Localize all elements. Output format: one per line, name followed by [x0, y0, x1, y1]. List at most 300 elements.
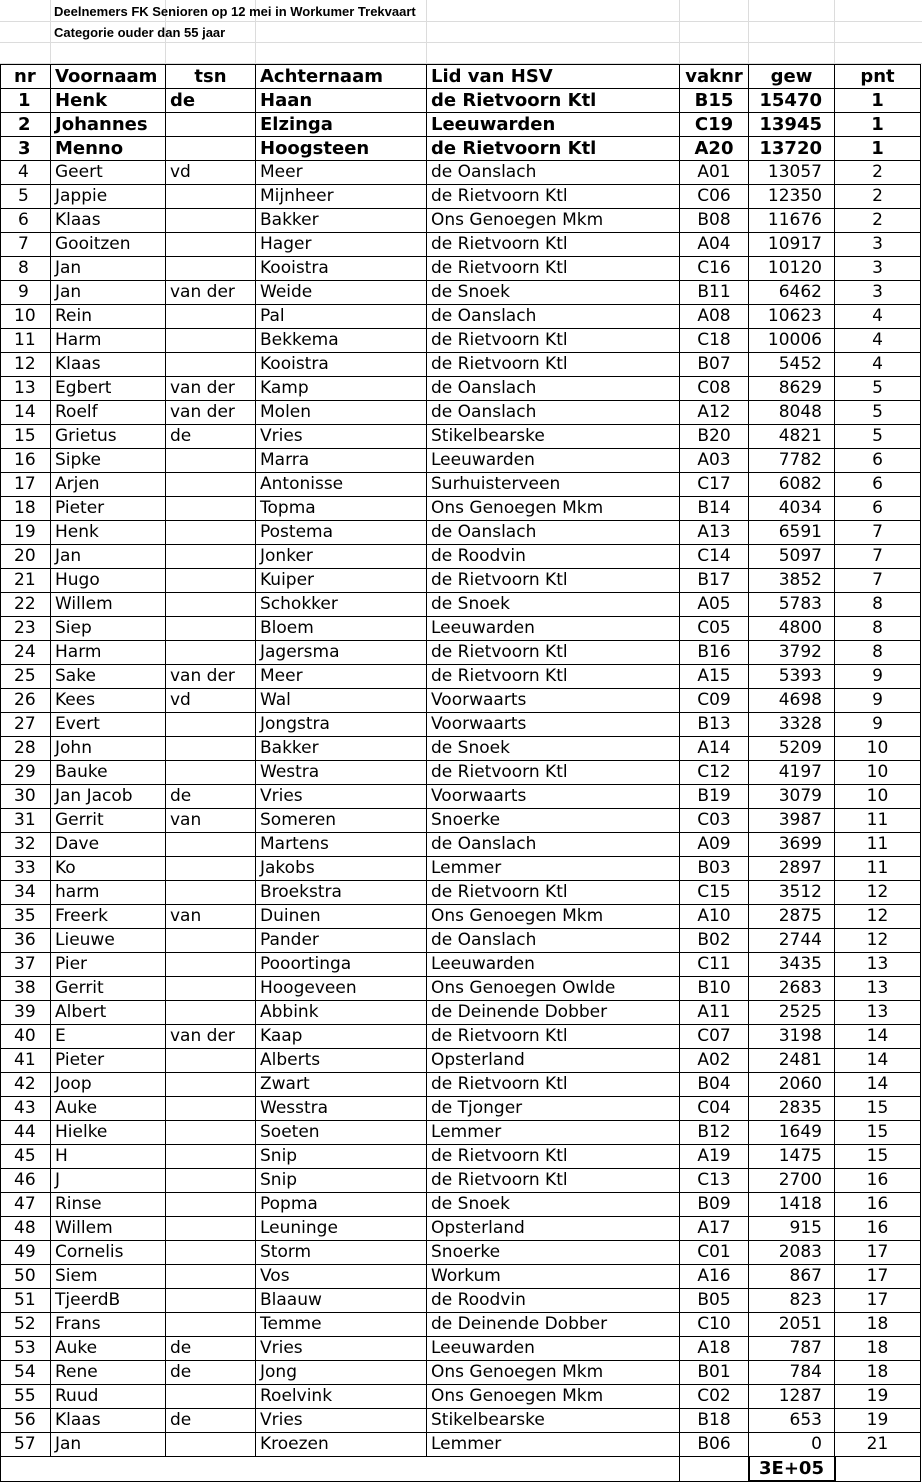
total-vaknr-cell [680, 1457, 749, 1482]
cell-lid: Leeuwarden [427, 113, 680, 137]
cell-lid: Voorwaarts [427, 785, 680, 809]
cell-voornaam: Pier [51, 953, 166, 977]
cell-achternaam: Mijnheer [256, 185, 427, 209]
table-row [1, 737, 921, 761]
cell-nr: 38 [1, 977, 51, 1001]
cell-pnt: 19 [835, 1409, 921, 1433]
cell-gew: 13945 [749, 113, 835, 137]
cell-gew: 3198 [749, 1025, 835, 1049]
cell-achternaam: Vries [256, 425, 427, 449]
cell-vaknr: B13 [680, 713, 749, 737]
cell-tsn [166, 449, 256, 473]
cell-voornaam: Henk [51, 89, 166, 113]
cell-tsn [166, 1193, 256, 1217]
cell-nr: 25 [1, 665, 51, 689]
cell-gew: 3792 [749, 641, 835, 665]
cell-lid: Stikelbearske [427, 425, 680, 449]
cell-nr: 6 [1, 209, 51, 233]
cell-achternaam: Jagersma [256, 641, 427, 665]
total-gew: 3E+05 [749, 1457, 835, 1482]
cell-gew: 10120 [749, 257, 835, 281]
cell-tsn: vd [166, 161, 256, 185]
cell-voornaam: Jan [51, 1433, 166, 1457]
cell-voornaam: Siem [51, 1265, 166, 1289]
cell-pnt: 18 [835, 1361, 921, 1385]
cell-lid: Opsterland [427, 1049, 680, 1073]
cell-voornaam: Rene [51, 1361, 166, 1385]
table-row [1, 377, 921, 401]
cell-vaknr: C01 [680, 1241, 749, 1265]
cell-vaknr: B15 [680, 89, 749, 113]
cell-nr: 12 [1, 353, 51, 377]
cell-nr: 55 [1, 1385, 51, 1409]
cell-vaknr: A15 [680, 665, 749, 689]
cell-lid: de Rietvoorn Ktl [427, 89, 680, 113]
cell-pnt: 2 [835, 185, 921, 209]
cell-pnt: 1 [835, 137, 921, 161]
cell-vaknr: C12 [680, 761, 749, 785]
cell-gew: 1649 [749, 1121, 835, 1145]
cell-nr: 46 [1, 1169, 51, 1193]
cell-achternaam: Pooortinga [256, 953, 427, 977]
cell-tsn [166, 569, 256, 593]
cell-lid: de Deinende Dobber [427, 1313, 680, 1337]
cell-vaknr: C19 [680, 113, 749, 137]
cell-tsn [166, 1121, 256, 1145]
cell-tsn: van der [166, 377, 256, 401]
table-row [1, 809, 921, 833]
cell-vaknr: C03 [680, 809, 749, 833]
cell-lid: de Rietvoorn Ktl [427, 1145, 680, 1169]
cell-nr: 41 [1, 1049, 51, 1073]
table-row [1, 1049, 921, 1073]
cell-gew: 2875 [749, 905, 835, 929]
cell-voornaam: Jan [51, 257, 166, 281]
cell-voornaam: Bauke [51, 761, 166, 785]
cell-nr: 30 [1, 785, 51, 809]
cell-tsn: de [166, 425, 256, 449]
cell-gew: 2083 [749, 1241, 835, 1265]
table-row [1, 281, 921, 305]
cell-achternaam: Duinen [256, 905, 427, 929]
cell-pnt: 3 [835, 233, 921, 257]
cell-achternaam: Hoogsteen [256, 137, 427, 161]
cell-lid: de Rietvoorn Ktl [427, 233, 680, 257]
cell-lid: Ons Genoegen Mkm [427, 905, 680, 929]
cell-vaknr: C04 [680, 1097, 749, 1121]
cell-pnt: 4 [835, 329, 921, 353]
table-row [1, 113, 921, 137]
cell-vaknr: C15 [680, 881, 749, 905]
cell-achternaam: Molen [256, 401, 427, 425]
table-row [1, 1241, 921, 1265]
cell-vaknr: C18 [680, 329, 749, 353]
cell-nr: 1 [1, 89, 51, 113]
cell-voornaam: harm [51, 881, 166, 905]
cell-gew: 8048 [749, 401, 835, 425]
cell-pnt: 1 [835, 113, 921, 137]
cell-gew: 6591 [749, 521, 835, 545]
cell-pnt: 7 [835, 545, 921, 569]
cell-nr: 32 [1, 833, 51, 857]
cell-voornaam: Kees [51, 689, 166, 713]
cell-lid: Ons Genoegen Owlde [427, 977, 680, 1001]
cell-achternaam: Pal [256, 305, 427, 329]
cell-gew: 5097 [749, 545, 835, 569]
cell-voornaam: J [51, 1169, 166, 1193]
cell-pnt: 11 [835, 857, 921, 881]
cell-nr: 31 [1, 809, 51, 833]
cell-lid: de Deinende Dobber [427, 1001, 680, 1025]
cell-voornaam: John [51, 737, 166, 761]
cell-voornaam: Arjen [51, 473, 166, 497]
cell-vaknr: C11 [680, 953, 749, 977]
cell-tsn [166, 1001, 256, 1025]
cell-vaknr: C05 [680, 617, 749, 641]
table-row [1, 257, 921, 281]
cell-pnt: 6 [835, 473, 921, 497]
cell-voornaam: Evert [51, 713, 166, 737]
cell-gew: 12350 [749, 185, 835, 209]
cell-nr: 28 [1, 737, 51, 761]
cell-lid: Ons Genoegen Mkm [427, 209, 680, 233]
cell-vaknr: C17 [680, 473, 749, 497]
cell-tsn [166, 977, 256, 1001]
table-row [1, 905, 921, 929]
cell-vaknr: B17 [680, 569, 749, 593]
cell-gew: 3852 [749, 569, 835, 593]
col-pnt-header: pnt [835, 65, 921, 89]
cell-nr: 7 [1, 233, 51, 257]
cell-vaknr: B07 [680, 353, 749, 377]
cell-nr: 40 [1, 1025, 51, 1049]
cell-nr: 22 [1, 593, 51, 617]
cell-pnt: 8 [835, 593, 921, 617]
cell-nr: 49 [1, 1241, 51, 1265]
cell-lid: de Rietvoorn Ktl [427, 329, 680, 353]
table-row [1, 305, 921, 329]
cell-gew: 2744 [749, 929, 835, 953]
cell-voornaam: Rinse [51, 1193, 166, 1217]
cell-lid: de Rietvoorn Ktl [427, 1073, 680, 1097]
cell-voornaam: Cornelis [51, 1241, 166, 1265]
cell-vaknr: A08 [680, 305, 749, 329]
cell-tsn: de [166, 89, 256, 113]
table-row [1, 617, 921, 641]
cell-lid: de Oanslach [427, 161, 680, 185]
cell-pnt: 2 [835, 209, 921, 233]
cell-voornaam: Willem [51, 593, 166, 617]
cell-pnt: 13 [835, 977, 921, 1001]
cell-tsn [166, 737, 256, 761]
cell-voornaam: Auke [51, 1097, 166, 1121]
cell-achternaam: Snip [256, 1169, 427, 1193]
cell-nr: 57 [1, 1433, 51, 1457]
cell-tsn [166, 761, 256, 785]
cell-lid: de Roodvin [427, 1289, 680, 1313]
cell-nr: 50 [1, 1265, 51, 1289]
cell-tsn [166, 1217, 256, 1241]
cell-lid: Stikelbearske [427, 1409, 680, 1433]
table-row [1, 209, 921, 233]
cell-achternaam: Pander [256, 929, 427, 953]
cell-voornaam: Geert [51, 161, 166, 185]
cell-lid: Lemmer [427, 1433, 680, 1457]
cell-achternaam: Jongstra [256, 713, 427, 737]
cell-pnt: 15 [835, 1145, 921, 1169]
cell-pnt: 9 [835, 713, 921, 737]
table-row [1, 1145, 921, 1169]
cell-pnt: 13 [835, 1001, 921, 1025]
cell-lid: de Rietvoorn Ktl [427, 641, 680, 665]
cell-nr: 43 [1, 1097, 51, 1121]
cell-achternaam: Meer [256, 161, 427, 185]
cell-voornaam: Frans [51, 1313, 166, 1337]
sheet-header [0, 0, 922, 64]
cell-pnt: 17 [835, 1289, 921, 1313]
cell-vaknr: B02 [680, 929, 749, 953]
cell-gew: 8629 [749, 377, 835, 401]
total-row [1, 1457, 921, 1482]
cell-tsn [166, 521, 256, 545]
cell-voornaam: Grietus [51, 425, 166, 449]
cell-gew: 5452 [749, 353, 835, 377]
cell-achternaam: Hager [256, 233, 427, 257]
cell-pnt: 5 [835, 401, 921, 425]
cell-achternaam: Soeten [256, 1121, 427, 1145]
table-row [1, 569, 921, 593]
cell-voornaam: Harm [51, 641, 166, 665]
cell-gew: 3987 [749, 809, 835, 833]
cell-tsn: van der [166, 665, 256, 689]
cell-tsn [166, 305, 256, 329]
table-row [1, 713, 921, 737]
cell-vaknr: A19 [680, 1145, 749, 1169]
cell-vaknr: C14 [680, 545, 749, 569]
cell-achternaam: Wesstra [256, 1097, 427, 1121]
cell-nr: 10 [1, 305, 51, 329]
cell-gew: 784 [749, 1361, 835, 1385]
cell-pnt: 15 [835, 1097, 921, 1121]
cell-lid: de Roodvin [427, 545, 680, 569]
table-row [1, 1001, 921, 1025]
cell-pnt: 1 [835, 89, 921, 113]
cell-pnt: 9 [835, 665, 921, 689]
cell-gew: 2525 [749, 1001, 835, 1025]
table-row [1, 785, 921, 809]
cell-voornaam: Auke [51, 1337, 166, 1361]
cell-lid: de Tjonger [427, 1097, 680, 1121]
cell-vaknr: A09 [680, 833, 749, 857]
cell-vaknr: B19 [680, 785, 749, 809]
table-row [1, 953, 921, 977]
table-body [1, 89, 921, 1457]
cell-voornaam: Gooitzen [51, 233, 166, 257]
cell-tsn: vd [166, 689, 256, 713]
table-row [1, 593, 921, 617]
cell-achternaam: Abbink [256, 1001, 427, 1025]
table-row [1, 857, 921, 881]
cell-tsn [166, 185, 256, 209]
total-spacer [1, 1457, 680, 1482]
table-row [1, 641, 921, 665]
cell-gew: 6082 [749, 473, 835, 497]
cell-pnt: 8 [835, 617, 921, 641]
cell-tsn: de [166, 1337, 256, 1361]
cell-tsn [166, 1145, 256, 1169]
cell-gew: 823 [749, 1289, 835, 1313]
cell-tsn [166, 953, 256, 977]
cell-vaknr: A01 [680, 161, 749, 185]
cell-lid: de Snoek [427, 1193, 680, 1217]
cell-gew: 1418 [749, 1193, 835, 1217]
cell-nr: 2 [1, 113, 51, 137]
cell-tsn: de [166, 1409, 256, 1433]
cell-gew: 3328 [749, 713, 835, 737]
cell-nr: 23 [1, 617, 51, 641]
cell-pnt: 12 [835, 905, 921, 929]
cell-tsn [166, 857, 256, 881]
table-row [1, 1289, 921, 1313]
cell-vaknr: C16 [680, 257, 749, 281]
cell-lid: Ons Genoegen Mkm [427, 497, 680, 521]
table-row [1, 1073, 921, 1097]
cell-tsn [166, 833, 256, 857]
cell-lid: Ons Genoegen Mkm [427, 1385, 680, 1409]
cell-lid: Opsterland [427, 1217, 680, 1241]
cell-lid: Voorwaarts [427, 713, 680, 737]
cell-achternaam: Marra [256, 449, 427, 473]
cell-nr: 42 [1, 1073, 51, 1097]
cell-gew: 0 [749, 1433, 835, 1457]
cell-nr: 13 [1, 377, 51, 401]
cell-vaknr: A17 [680, 1217, 749, 1241]
cell-gew: 3435 [749, 953, 835, 977]
cell-voornaam: Pieter [51, 1049, 166, 1073]
cell-nr: 45 [1, 1145, 51, 1169]
cell-achternaam: Bloem [256, 617, 427, 641]
cell-vaknr: B06 [680, 1433, 749, 1457]
cell-achternaam: Martens [256, 833, 427, 857]
cell-voornaam: Siep [51, 617, 166, 641]
cell-achternaam: Snip [256, 1145, 427, 1169]
cell-voornaam: Hugo [51, 569, 166, 593]
cell-pnt: 14 [835, 1025, 921, 1049]
cell-voornaam: Jappie [51, 185, 166, 209]
table-row [1, 401, 921, 425]
cell-gew: 2835 [749, 1097, 835, 1121]
table-row [1, 1217, 921, 1241]
cell-achternaam: Leuninge [256, 1217, 427, 1241]
cell-nr: 27 [1, 713, 51, 737]
cell-voornaam: Klaas [51, 209, 166, 233]
cell-tsn [166, 1097, 256, 1121]
cell-achternaam: Kooistra [256, 353, 427, 377]
cell-vaknr: B20 [680, 425, 749, 449]
cell-tsn [166, 1049, 256, 1073]
cell-voornaam: Harm [51, 329, 166, 353]
cell-tsn [166, 473, 256, 497]
cell-vaknr: A16 [680, 1265, 749, 1289]
cell-lid: de Rietvoorn Ktl [427, 665, 680, 689]
cell-nr: 29 [1, 761, 51, 785]
cell-lid: Leeuwarden [427, 617, 680, 641]
cell-vaknr: C02 [680, 1385, 749, 1409]
cell-achternaam: Hoogeveen [256, 977, 427, 1001]
cell-tsn [166, 713, 256, 737]
cell-voornaam: Willem [51, 1217, 166, 1241]
cell-achternaam: Someren [256, 809, 427, 833]
cell-vaknr: C07 [680, 1025, 749, 1049]
sheet-subtitle: Categorie ouder dan 55 jaar [54, 25, 226, 40]
cell-lid: de Rietvoorn Ktl [427, 1025, 680, 1049]
cell-lid: Snoerke [427, 1241, 680, 1265]
cell-nr: 19 [1, 521, 51, 545]
cell-nr: 20 [1, 545, 51, 569]
cell-gew: 4197 [749, 761, 835, 785]
cell-nr: 21 [1, 569, 51, 593]
cell-tsn [166, 1385, 256, 1409]
col-nr-header: nr [1, 65, 51, 89]
cell-achternaam: Antonisse [256, 473, 427, 497]
cell-lid: Snoerke [427, 809, 680, 833]
cell-pnt: 10 [835, 737, 921, 761]
cell-tsn: van der [166, 1025, 256, 1049]
cell-voornaam: Johannes [51, 113, 166, 137]
cell-tsn: de [166, 1361, 256, 1385]
cell-gew: 915 [749, 1217, 835, 1241]
cell-vaknr: A10 [680, 905, 749, 929]
cell-tsn [166, 233, 256, 257]
table-row [1, 929, 921, 953]
cell-gew: 13720 [749, 137, 835, 161]
cell-pnt: 15 [835, 1121, 921, 1145]
cell-achternaam: Kamp [256, 377, 427, 401]
cell-achternaam: Kooistra [256, 257, 427, 281]
cell-vaknr: C09 [680, 689, 749, 713]
cell-achternaam: Alberts [256, 1049, 427, 1073]
cell-lid: de Oanslach [427, 377, 680, 401]
cell-pnt: 9 [835, 689, 921, 713]
cell-pnt: 10 [835, 761, 921, 785]
cell-vaknr: C06 [680, 185, 749, 209]
cell-nr: 54 [1, 1361, 51, 1385]
cell-gew: 11676 [749, 209, 835, 233]
cell-vaknr: A11 [680, 1001, 749, 1025]
cell-vaknr: A18 [680, 1337, 749, 1361]
cell-tsn [166, 209, 256, 233]
cell-vaknr: A20 [680, 137, 749, 161]
cell-gew: 4698 [749, 689, 835, 713]
table-row [1, 833, 921, 857]
cell-lid: de Oanslach [427, 305, 680, 329]
cell-nr: 5 [1, 185, 51, 209]
cell-lid: de Rietvoorn Ktl [427, 353, 680, 377]
cell-voornaam: Dave [51, 833, 166, 857]
table-row [1, 977, 921, 1001]
cell-tsn: van [166, 809, 256, 833]
table-row [1, 473, 921, 497]
cell-lid: de Oanslach [427, 521, 680, 545]
cell-voornaam: Hielke [51, 1121, 166, 1145]
cell-gew: 4821 [749, 425, 835, 449]
cell-nr: 18 [1, 497, 51, 521]
table-row [1, 1313, 921, 1337]
cell-pnt: 19 [835, 1385, 921, 1409]
cell-tsn [166, 1265, 256, 1289]
cell-tsn [166, 881, 256, 905]
cell-voornaam: Sake [51, 665, 166, 689]
